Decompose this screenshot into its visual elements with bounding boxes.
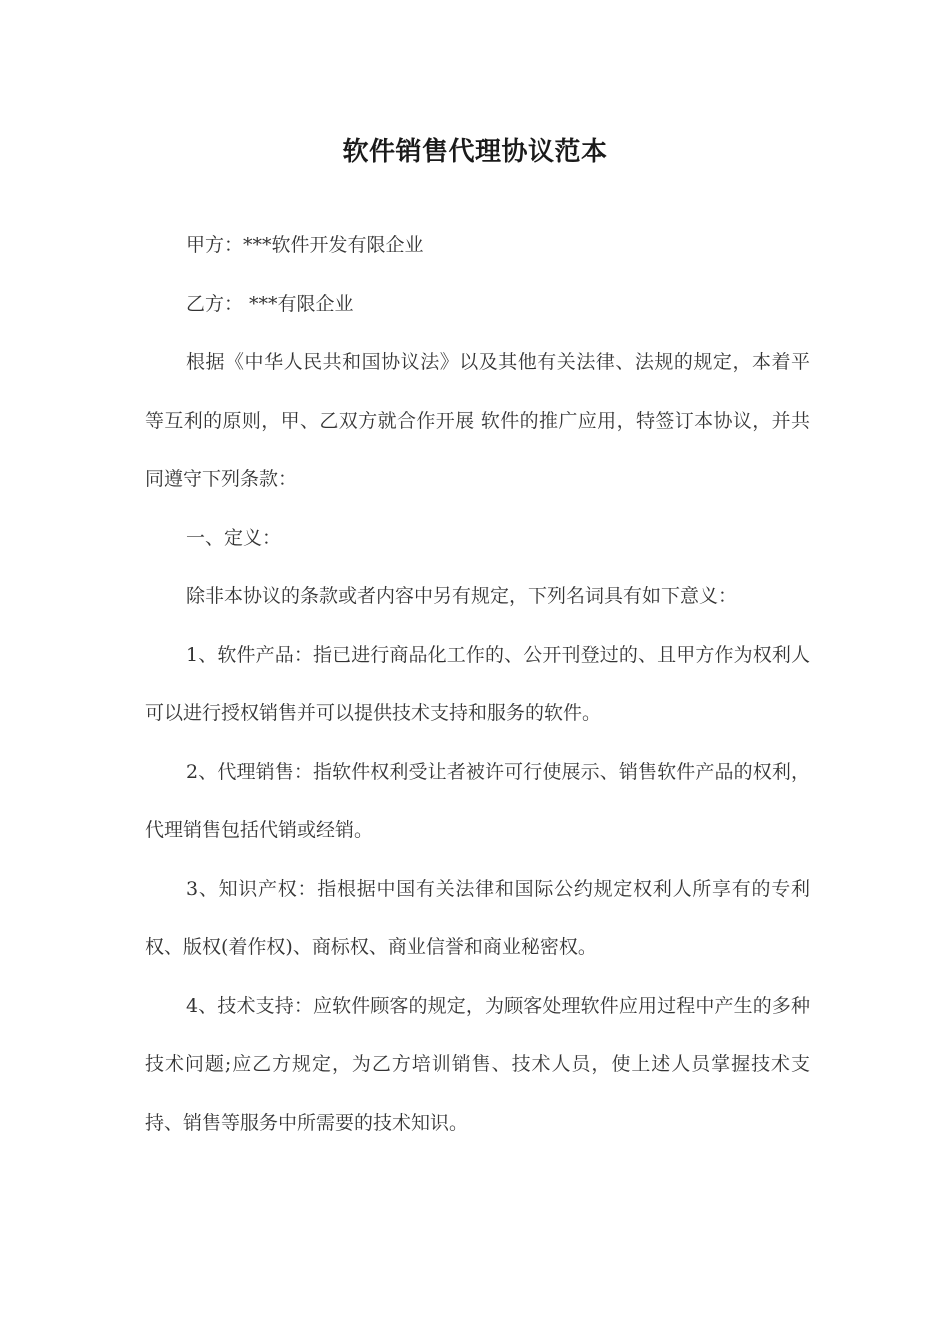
party-a-line: 甲方：***软件开发有限企业 [186,234,424,256]
document-body [145,216,810,1152]
party-b-line: 乙方： ***有限企业 [186,292,354,315]
definition-item-4: 4、技术支持：应软件顾客的规定，为顾客处理软件应用过程中产生的多种技术问题;应乙方规定，为乙方培训销售、技术人员，使上述人员掌握技术支持、销售等服务中所需要的技术知识。 [145,994,810,1134]
definition-item-1: 1、软件产品：指已进行商品化工作的、公开刊登过的、且甲方作为权利人可以进行授权销售并可以提供技术支持和服务的软件。 [145,643,810,724]
preamble-paragraph: 根据《中华人民共和国协议法》以及其他有关法律、法规的规定，本着平等互利的原则，甲、乙双方就合作开展 软件的推广应用，特签订本协议，并共同遵守下列条款： [145,351,810,490]
section-heading-definitions: 一、定义： [186,526,282,549]
definition-item-3: 3、知识产权：指根据中国有关法律和国际公约规定权利人所享有的专利权、版权(着作权)、商标权、商业信誉和商业秘密权。 [145,877,810,958]
definitions-intro: 除非本协议的条款或者内容中另有规定，下列名词具有如下意义： [186,585,738,607]
document-title: 软件销售代理协议范本 [342,137,608,167]
definition-item-2: 2、代理销售：指软件权利受让者被许可行使展示、销售软件产品的权利，代理销售包括代销或经销。 [145,760,810,841]
